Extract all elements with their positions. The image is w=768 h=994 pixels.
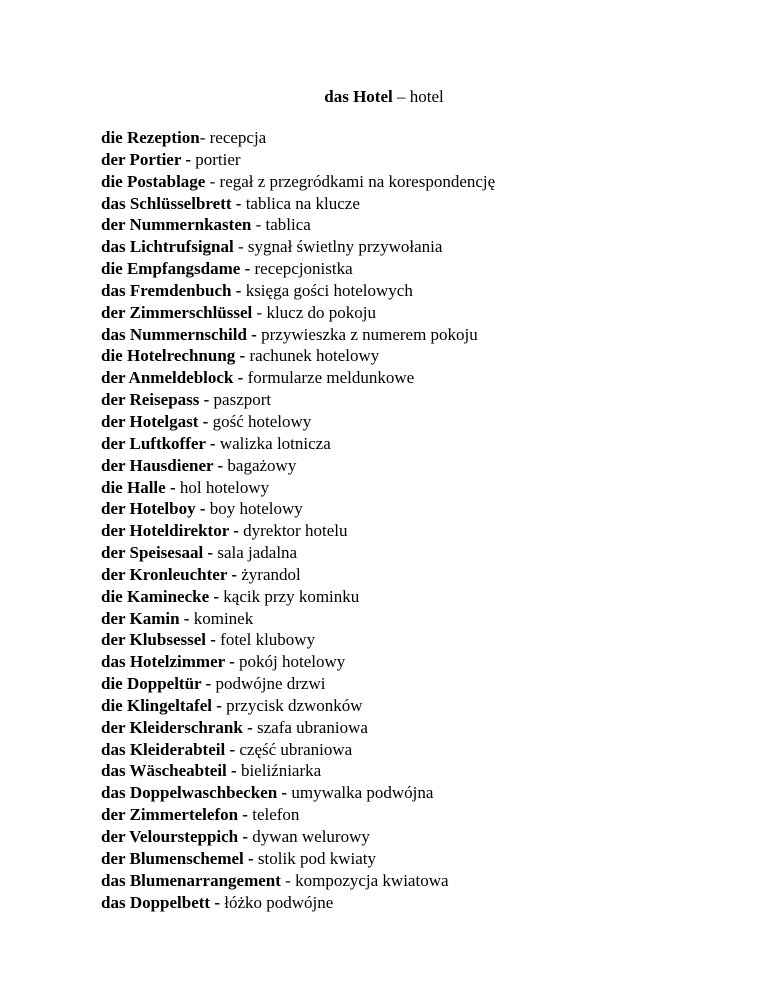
german-term: der Speisesaal - [101, 543, 218, 563]
polish-translation: przywieszka z numerem pokoju [261, 324, 478, 344]
polish-translation: dyrektor hotelu [243, 521, 348, 541]
polish-translation: dywan welurowy [252, 827, 370, 846]
title-polish: hotel [409, 87, 444, 106]
polish-translation: pokój hotelowy [239, 652, 346, 672]
german-term: der Anmeldeblock - [101, 368, 248, 388]
german-term: der Kronleuchter - [101, 564, 242, 584]
polish-translation: przycisk dzwonków [226, 695, 363, 715]
polish-translation: księga gości hotelowych [245, 280, 413, 300]
list-item [101, 411, 741, 433]
list-item [101, 302, 741, 324]
list-item [101, 564, 741, 586]
german-term: das Wäscheabteil - [101, 761, 241, 781]
list-item [101, 629, 741, 651]
polish-translation: klucz do pokoju [266, 302, 376, 322]
list-item [101, 345, 741, 367]
polish-translation: sala jadalna [217, 543, 298, 563]
german-term: das Blumenarrangement [101, 870, 281, 890]
german-term: die Klingeltafel - [101, 695, 227, 715]
polish-translation: stolik pod kwiaty [257, 848, 376, 868]
german-term: der Hotelboy - [101, 499, 210, 519]
list-item [101, 739, 741, 761]
polish-translation: część ubraniowa [239, 739, 353, 759]
german-term: das Doppelbett - [101, 892, 225, 912]
term-separator: - [280, 870, 296, 890]
polish-translation: formularze meldunkowe [247, 368, 415, 388]
german-term: das Schlüsselbrett - [101, 193, 246, 213]
term-separator: - [252, 302, 267, 322]
list-item [101, 892, 741, 914]
polish-translation: regał z przegródkami na korespondencję [219, 171, 496, 191]
list-item [101, 695, 741, 717]
list-item [101, 848, 741, 870]
list-item [101, 455, 741, 477]
list-item [101, 258, 741, 280]
title-separator: – [392, 87, 410, 106]
list-item [101, 389, 741, 411]
german-term: der Zimmertelefon - [101, 805, 253, 825]
list-item [101, 280, 741, 302]
term-separator: - [233, 237, 248, 257]
german-term: die Rezeption [101, 128, 200, 147]
polish-translation: bagażowy [227, 455, 297, 475]
page-title [0, 86, 768, 108]
german-term: der Hoteldirektor - [101, 521, 244, 541]
polish-translation: podwójne drzwi [215, 674, 326, 694]
german-term: das Hotelzimmer - [101, 652, 240, 672]
polish-translation: walizka lotnicza [219, 433, 331, 453]
german-term: der Veloursteppich - [101, 827, 253, 846]
german-term: die Doppeltür - [101, 674, 216, 694]
polish-translation: portier [195, 149, 241, 169]
list-item [101, 782, 741, 804]
polish-translation: gość hotelowy [212, 411, 312, 431]
polish-translation: żyrandol [241, 564, 301, 584]
list-item [101, 826, 741, 848]
term-separator: - [205, 171, 220, 191]
list-item [101, 193, 741, 215]
list-item [101, 477, 741, 499]
list-item [101, 236, 741, 258]
list-item [101, 651, 741, 673]
polish-translation: sygnał świetlny przywołania [247, 237, 443, 257]
list-item [101, 542, 741, 564]
list-item [101, 149, 741, 171]
german-term: die Postablage [101, 171, 206, 191]
polish-translation: telefon [252, 805, 300, 825]
list-item [101, 324, 741, 346]
polish-translation: recepcjonistka [254, 259, 353, 279]
list-item [101, 608, 741, 630]
german-term: das Fremdenbuch - [101, 280, 246, 300]
polish-translation: kącik przy kominku [223, 586, 360, 606]
polish-translation: paszport [213, 390, 272, 410]
german-term: das Kleiderabteil - [101, 739, 240, 759]
vocabulary-list [101, 127, 741, 913]
polish-translation: kominek [193, 608, 254, 628]
german-term: der Portier - [101, 149, 196, 169]
german-term: der Kamin - [101, 608, 194, 628]
list-item [101, 433, 741, 455]
german-term: der Hotelgast - [101, 411, 213, 431]
list-item [101, 171, 741, 193]
german-term: die Hotelrechnung - [101, 346, 250, 366]
polish-translation: tablica na klucze [245, 193, 360, 213]
german-term: der Reisepass - [101, 390, 214, 410]
list-item [101, 760, 741, 782]
german-term: der Kleiderschrank - [101, 717, 257, 737]
list-item [101, 127, 741, 149]
german-term: das Lichtrufsignal [101, 237, 234, 257]
polish-translation: recepcja [209, 128, 267, 147]
german-term: der Nummernkasten [101, 215, 252, 235]
list-item [101, 870, 741, 892]
polish-translation: boy hotelowy [209, 499, 303, 519]
list-item [101, 367, 741, 389]
polish-translation: bieliźniarka [240, 761, 322, 781]
polish-translation: kompozycja kwiatowa [295, 870, 449, 890]
list-item [101, 586, 741, 608]
german-term: die Halle - [101, 477, 180, 497]
polish-translation: fotel klubowy [220, 630, 316, 650]
polish-translation: umywalka podwójna [291, 783, 434, 803]
german-term: der Klubsessel - [101, 630, 221, 650]
german-term: der Luftkoffer - [101, 433, 220, 453]
list-item [101, 717, 741, 739]
list-item [101, 214, 741, 236]
polish-translation: hol hotelowy [179, 477, 270, 497]
german-term: die Kaminecke - [101, 586, 224, 606]
polish-translation: łóżko podwójne [224, 892, 334, 912]
german-term: das Doppelwaschbecken - [101, 783, 292, 803]
german-term: der Zimmerschlüssel [101, 302, 253, 322]
german-term: der Hausdiener - [101, 455, 228, 475]
list-item [101, 673, 741, 695]
list-item [101, 804, 741, 826]
list-item [101, 520, 741, 542]
polish-translation: szafa ubraniowa [256, 717, 368, 737]
title-german: das Hotel [324, 87, 393, 106]
german-term: der Blumenschemel - [101, 848, 258, 868]
list-item [101, 498, 741, 520]
term-separator: - [251, 215, 266, 235]
german-term: die Empfangsdame - [101, 259, 255, 279]
polish-translation: tablica [265, 215, 311, 235]
polish-translation: rachunek hotelowy [249, 346, 380, 366]
german-term: das Nummernschild - [101, 324, 262, 344]
term-separator: - [199, 128, 210, 147]
